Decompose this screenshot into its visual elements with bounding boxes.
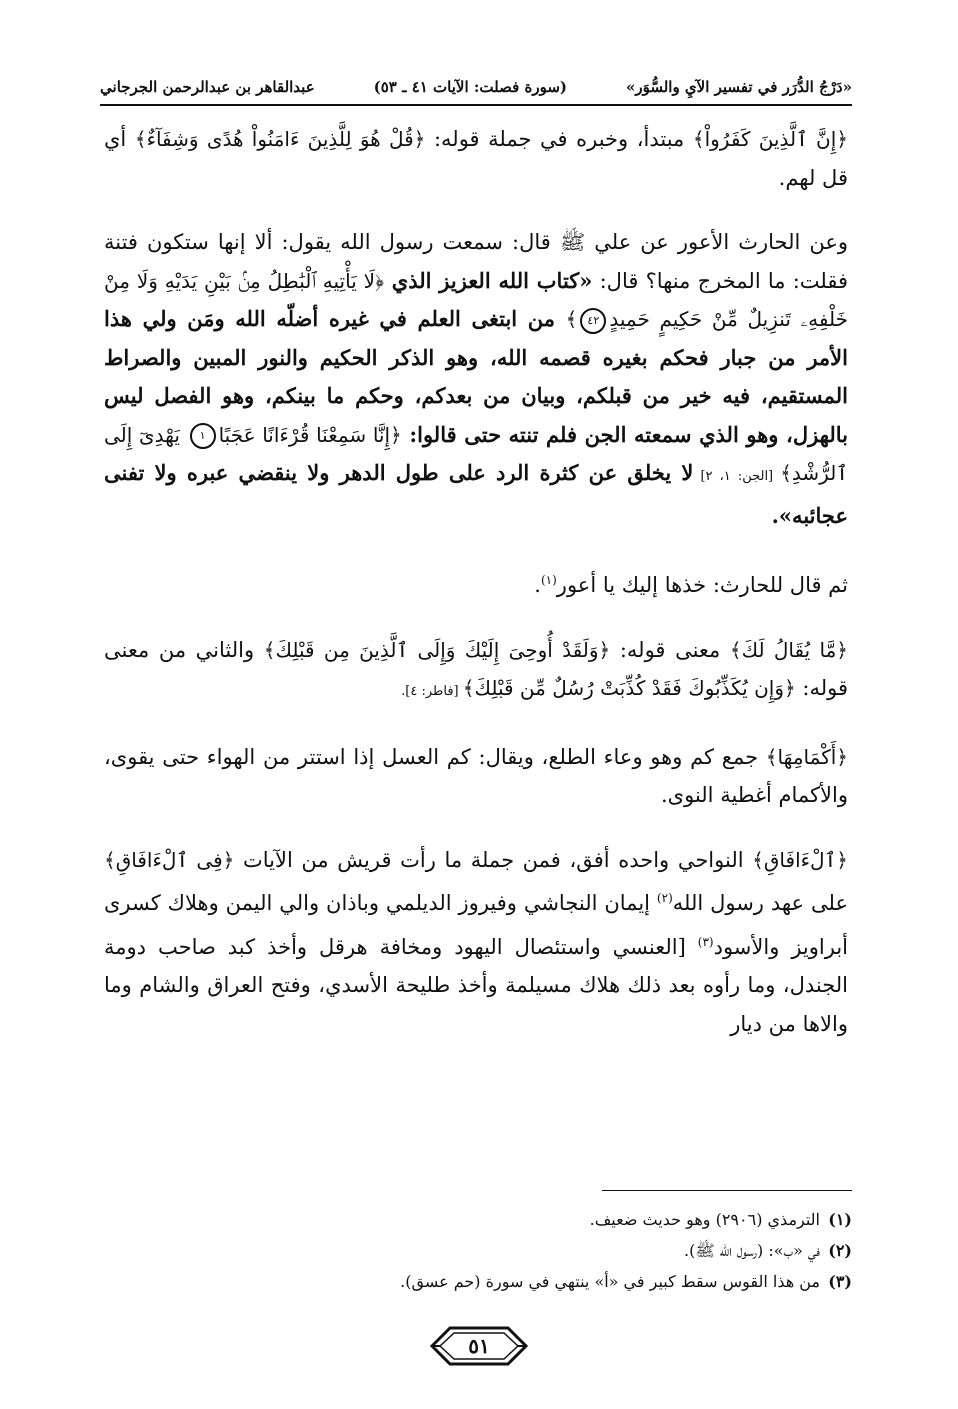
header-surah-range: (سورة فصلت: الآيات ٤١ ـ ٥٣): [373, 78, 568, 96]
footnote-text: الترمذي (٢٩٠٦) وهو حديث ضعيف.: [589, 1210, 820, 1229]
footnote-text: من هذا القوس سقط كبير في «أ» ينتهي في سورة (حم عسق).: [400, 1272, 820, 1291]
text-span: وعن الحارث الأعور عن علي ﷺ قال: سمعت رسول الله يقول: ألا إنها ستكون فتنة فقلت: ما المخرج منها؟ قال:: [104, 230, 849, 293]
surah-reference: [فاطر: ٤].: [401, 684, 463, 699]
text-span: النواحي واحده أفق، فمن جملة ما رأت قريش من الآيات: [234, 847, 753, 872]
hadith-text: «كتاب الله العزيز الذي: [383, 267, 593, 293]
footnote-item: [100, 1266, 852, 1297]
ayah-number-marker: ٤٢: [580, 308, 606, 334]
page-number: ٥١: [468, 1334, 490, 1358]
footnotes: [100, 1204, 852, 1297]
quran-quote: ﴿وَإِن يُكَذِّبُوكَ فَقَدْ كُذِّبَتْ رُسُلٌ مِّن قَبْلِكَ﴾: [462, 676, 796, 700]
text-span: والثاني من معنى قوله:: [104, 637, 848, 700]
paragraph-4: [104, 631, 848, 712]
footnote-item: [100, 1204, 852, 1235]
text-span: على عهد رسول الله: [672, 891, 848, 915]
paragraph-5: [104, 738, 848, 815]
surah-reference: [الجن: ١، ٢]: [693, 469, 781, 484]
text-span: أي قل لهم.: [104, 127, 848, 190]
text-span: مبتدأ، وخبره في جملة قوله:: [425, 127, 693, 151]
hadith-text: لا يخلق عن كثرة الرد على طول الدهر ولا ينقضي عبره ولا تفنى عجائبه».: [104, 460, 848, 528]
footnote-divider: [602, 1190, 852, 1191]
text-span: جمع كم وهو وعاء الطلع، ويقال: كم العسل إذا استتر من الهواء حتى يقوى، والأكمام أغطية النوى.: [104, 744, 848, 807]
footnote-ref: (٢): [656, 891, 673, 905]
text-span: .: [534, 573, 541, 597]
text-span: [العنسي واستئصال اليهود ومخافة هرقل وأخذ كبد صاحب دومة الجندل، وما رأوه بعد ذلك هلاك مسيلمة وأخذ طليحة الأسدي، وفتح العراق والشام وما والاها من ديار: [104, 934, 848, 1036]
quran-quote: يَهْدِىٓ إِلَى ٱلرُّشْدِ﴾: [104, 422, 849, 485]
paragraph-2: [104, 223, 848, 535]
quran-quote: ﴿إِنَّ ٱلَّذِينَ كَفَرُواْ﴾: [692, 127, 849, 151]
header-author: عبدالقاهر بن عبدالرحمن الجرجاني: [100, 78, 315, 96]
footnote-number: (٢): [828, 1241, 852, 1260]
footnote-number: (١): [828, 1210, 852, 1229]
paragraph-1: [104, 120, 848, 197]
header-book-title: «دَرْجُ الدُّرَر في تفسير الآيِ والسُّوَر»: [625, 78, 852, 96]
quran-quote: ﴿ٱلْءَافَاقِ﴾: [752, 847, 848, 872]
header-divider: [100, 104, 852, 106]
text-span: ثم قال للحارث: خذها إليك يا أعور: [556, 573, 848, 597]
quran-quote: ﴿إِنَّا سَمِعْنَا قُرْءَانًا عَجَبًا: [218, 422, 402, 447]
quran-quote: ﴿لَا يَأْتِيهِ ٱلْبَٰطِلُ مِنۢ بَيْنِ يَدَيْهِ وَلَا مِنْ خَلْفِهِۦ تَنزِيلٌ مِّنْ حَكِيمٍ حَمِيدٍ: [104, 268, 848, 331]
quran-quote: ﴿وَلَقَدْ أُوحِىَ إِلَيْكَ وَإِلَى ٱلَّذِينَ مِن قَبْلِكَ﴾: [263, 637, 611, 662]
text-span: معنى قوله:: [610, 637, 730, 662]
footnote-number: (٣): [828, 1272, 852, 1291]
page-number-ornament: [428, 1324, 530, 1368]
footnote-text: في «ب»: (رسول الله ﷺ).: [684, 1241, 820, 1260]
text-span: إيمان النجاشي وفيروز الديلمي وباذان والي اليمن وهلاك كسرى أبراويز والأسود: [104, 891, 848, 959]
hadith-text: من ابتغى العلم في غيره أضلّه الله ومَن ولي هذا الأمر من جبار فحكم بغيره قصمه الله، وهو الذكر الحكيم والنور المبين والصراط المستقيم، فيه خير من قبلكم، وبيان من بعدكم، وحكم ما بينكم، وهو الفصل ليس بالهزل، وهو الذي سمعته الجن فلم تنته حتى قالوا:: [104, 306, 849, 447]
ayah-number-marker: ١: [190, 423, 216, 449]
footnote-ref: (٣): [697, 934, 714, 949]
quran-quote: ﴿أَكْمَامِهَا﴾: [765, 744, 848, 769]
footnote-ref: (١): [540, 573, 557, 587]
paragraph-6: [104, 841, 848, 1044]
quran-quote: ﴿فِى ٱلْءَافَاقِ﴾: [104, 847, 235, 872]
quran-quote: ﴿مَّا يُقَالُ لَكَ﴾: [729, 637, 849, 662]
paragraph-3: [104, 561, 848, 605]
quran-quote-end: ﴾: [565, 307, 578, 331]
footnote-item: [100, 1235, 852, 1266]
main-text: [104, 120, 848, 1065]
running-header: [100, 72, 852, 102]
quran-quote: ﴿قُلْ هُوَ لِلَّذِينَ ءَامَنُواْ هُدًى وَشِفَآءٌ﴾: [134, 127, 426, 151]
